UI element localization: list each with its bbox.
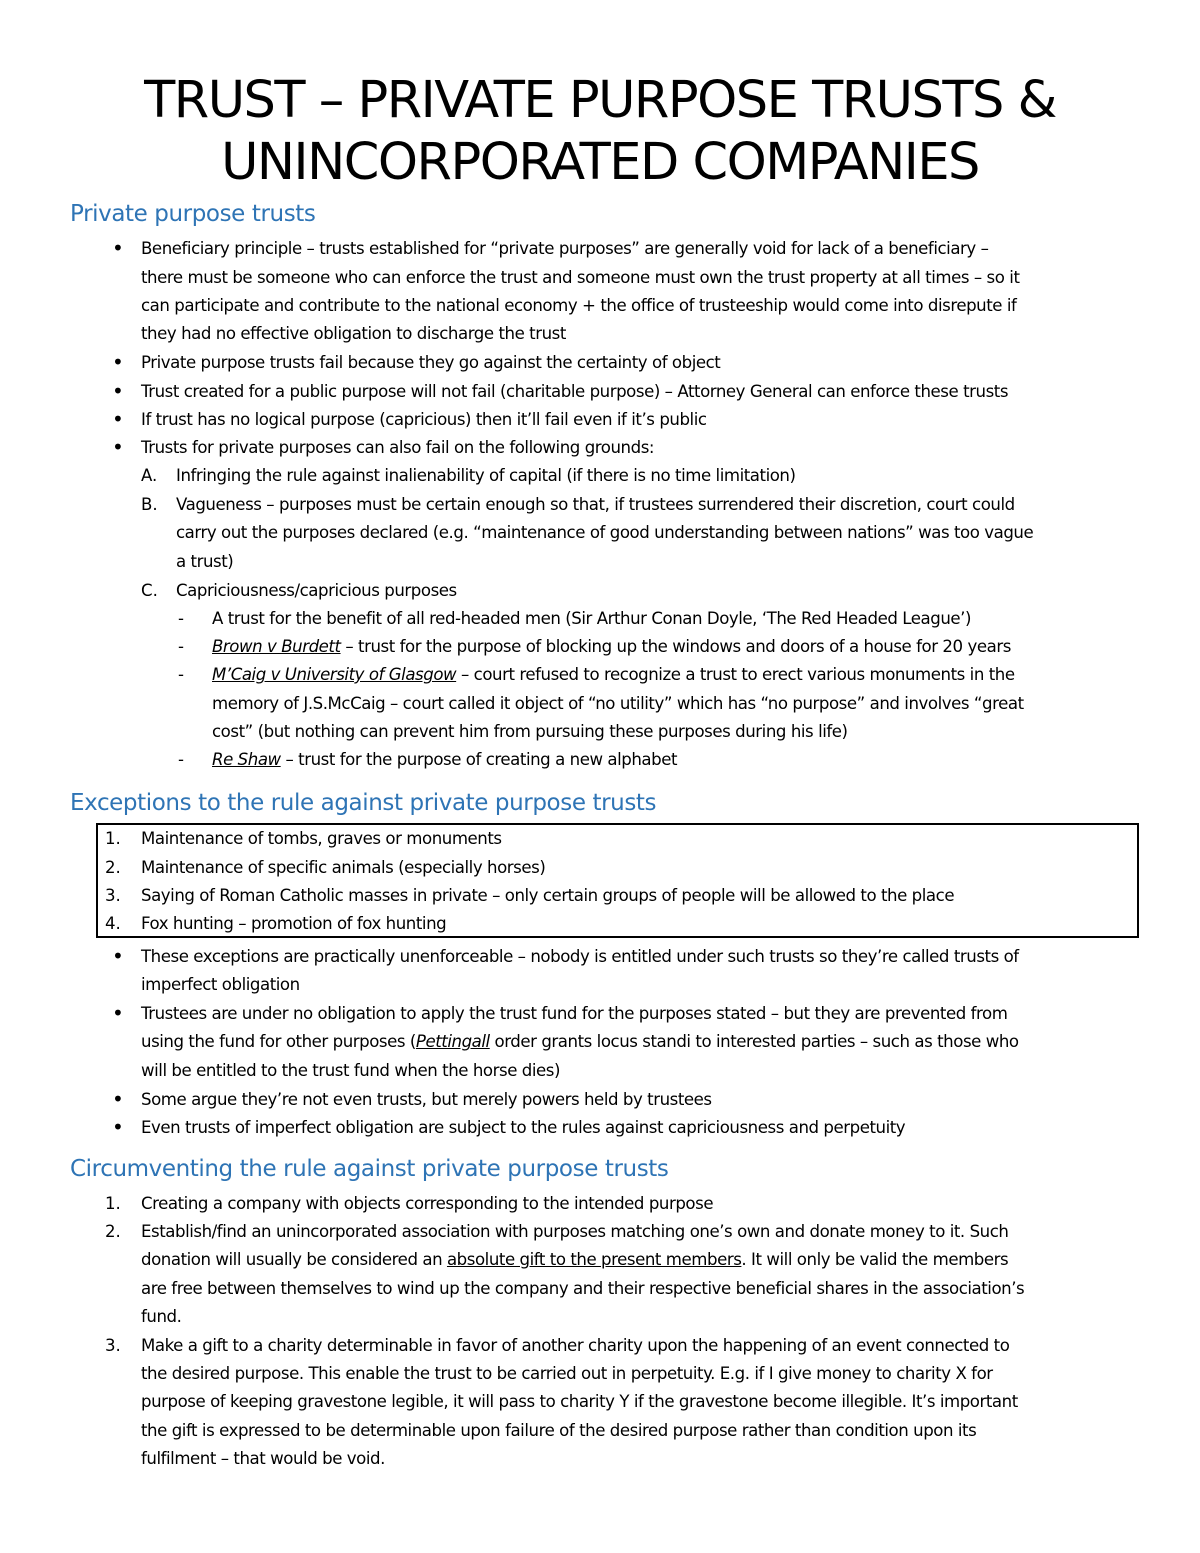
- list-marker-a: A.: [141, 466, 158, 485]
- section-heading-exceptions: Exceptions to the rule against private purpose trusts: [70, 790, 657, 816]
- list-number: 2.: [105, 1222, 121, 1241]
- text-line: Vagueness – purposes must be certain enough so that, if trustees surrendered their discretion, court could: [176, 495, 1015, 514]
- text-line: Trust created for a public purpose will not fail (charitable purpose) – Attorney General can enforce these trusts: [141, 382, 1009, 401]
- text-line: Trustees are under no obligation to apply the trust fund for the purposes stated – but they are prevented from: [141, 1004, 1008, 1023]
- text-line: Establish/find an unincorporated association with purposes matching one’s own and donate money to it. Such: [141, 1222, 1009, 1241]
- text-line: If trust has no logical purpose (capricious) then it’ll fail even if it’s public: [141, 410, 707, 429]
- list-number: 2.: [105, 858, 121, 877]
- text-line: imperfect obligation: [141, 975, 300, 994]
- list-number: 1.: [105, 1194, 121, 1213]
- dash-marker: -: [178, 637, 184, 656]
- text-line: Maintenance of tombs, graves or monuments: [141, 829, 502, 848]
- bullet-icon: •: [112, 1115, 124, 1139]
- bullet-icon: •: [112, 379, 124, 403]
- title-line-2: UNINCORPORATED COMPANIES: [221, 133, 979, 192]
- list-number: 4.: [105, 914, 121, 933]
- text-span: donation will usually be considered an: [141, 1250, 447, 1269]
- text-line: memory of J.S.McCaig – court called it object of “no utility” which has “no purpose” and involves “great: [212, 694, 1024, 713]
- text-line: Make a gift to a charity determinable in favor of another charity upon the happening of an event connected to: [141, 1336, 1010, 1355]
- section-heading-private-purpose-trusts: Private purpose trusts: [70, 201, 316, 227]
- text-line: Some argue they’re not even trusts, but merely powers held by trustees: [141, 1090, 712, 1109]
- text-line: there must be someone who can enforce the trust and someone must own the trust property at all times – so it: [141, 268, 1020, 287]
- text-line: will be entitled to the trust fund when the horse dies): [141, 1061, 561, 1080]
- case-name: Brown v Burdett: [212, 637, 341, 656]
- text-line: purpose of keeping gravestone legible, it will pass to charity Y if the gravestone become illegible. It’s important: [141, 1392, 1018, 1411]
- bullet-icon: •: [112, 944, 124, 968]
- text-line: Saying of Roman Catholic masses in private – only certain groups of people will be allowed to the place: [141, 886, 955, 905]
- text-line: can participate and contribute to the national economy + the office of trusteeship would come into disrepute if: [141, 296, 1017, 315]
- case-name: Pettingall: [415, 1032, 490, 1051]
- text-line: Infringing the rule against inalienability of capital (if there is no time limitation): [176, 466, 796, 485]
- dash-marker: -: [178, 609, 184, 628]
- underlined-phrase: absolute gift to the present members: [446, 1250, 742, 1269]
- text-line: Beneficiary principle – trusts established for “private purposes” are generally void for lack of a beneficiary –: [141, 239, 989, 258]
- bullet-icon: •: [112, 407, 124, 431]
- list-number: 3.: [105, 886, 121, 905]
- case-name: M’Caig v University of Glasgow: [212, 665, 457, 684]
- list-number: 1.: [105, 829, 121, 848]
- text-line: the desired purpose. This enable the trust to be carried out in perpetuity. E.g. if I give money to charity X for: [141, 1364, 993, 1383]
- list-marker-b: B.: [141, 495, 158, 514]
- dash-marker: -: [178, 750, 184, 769]
- text-line: cost” (but nothing can prevent him from pursuing these purposes during his life): [212, 722, 848, 741]
- title-line-1: TRUST – PRIVATE PURPOSE TRUSTS &: [144, 71, 1056, 130]
- text-line: [212, 746, 677, 774]
- text-line: fulfilment – that would be void.: [141, 1449, 385, 1468]
- list-number: 3.: [105, 1336, 121, 1355]
- bullet-icon: •: [112, 236, 124, 260]
- text-line: [141, 1246, 1008, 1274]
- case-description: – court refused to recognize a trust to erect various monuments in the: [456, 665, 1015, 684]
- text-span: order grants locus standi to interested parties – such as those who: [489, 1032, 1019, 1051]
- text-line: are free between themselves to wind up the company and their respective beneficial shares in the association’s: [141, 1279, 1025, 1298]
- document-title: [0, 70, 1200, 194]
- text-line: Trusts for private purposes can also fail on the following grounds:: [141, 438, 655, 457]
- text-line: carry out the purposes declared (e.g. “maintenance of good understanding between nations” was too vague: [176, 523, 1034, 542]
- text-line: A trust for the benefit of all red-headed men (Sir Arthur Conan Doyle, ‘The Red Headed League’): [212, 609, 971, 628]
- case-description: – trust for the purpose of blocking up the windows and doors of a house for 20 years: [340, 637, 1011, 656]
- bullet-icon: •: [112, 435, 124, 459]
- bullet-icon: •: [112, 350, 124, 374]
- dash-marker: -: [178, 665, 184, 684]
- list-marker-c: C.: [141, 581, 158, 600]
- text-line: Private purpose trusts fail because they go against the certainty of object: [141, 353, 721, 372]
- text-line: fund.: [141, 1307, 182, 1326]
- text-line: Capriciousness/capricious purposes: [176, 581, 457, 600]
- text-line: Maintenance of specific animals (especially horses): [141, 858, 546, 877]
- text-line: [212, 633, 1011, 661]
- text-line: a trust): [176, 552, 234, 571]
- text-line: [212, 661, 1015, 689]
- text-line: they had no effective obligation to discharge the trust: [141, 324, 566, 343]
- text-line: These exceptions are practically unenforceable – nobody is entitled under such trusts so they’re called trusts of: [141, 947, 1019, 966]
- text-line: Creating a company with objects corresponding to the intended purpose: [141, 1194, 714, 1213]
- case-description: – trust for the purpose of creating a new alphabet: [280, 750, 678, 769]
- case-name: Re Shaw: [212, 750, 281, 769]
- text-span: using the fund for other purposes (: [141, 1032, 416, 1051]
- text-line: Even trusts of imperfect obligation are subject to the rules against capriciousness and perpetuity: [141, 1118, 906, 1137]
- bullet-icon: •: [112, 1001, 124, 1025]
- bullet-icon: •: [112, 1087, 124, 1111]
- text-line: [141, 1028, 1019, 1056]
- text-line: the gift is expressed to be determinable upon failure of the desired purpose rather than condition upon its: [141, 1421, 977, 1440]
- text-span: . It will only be valid the members: [741, 1250, 1009, 1269]
- section-heading-circumventing: Circumventing the rule against private purpose trusts: [70, 1156, 669, 1182]
- text-line: Fox hunting – promotion of fox hunting: [141, 914, 447, 933]
